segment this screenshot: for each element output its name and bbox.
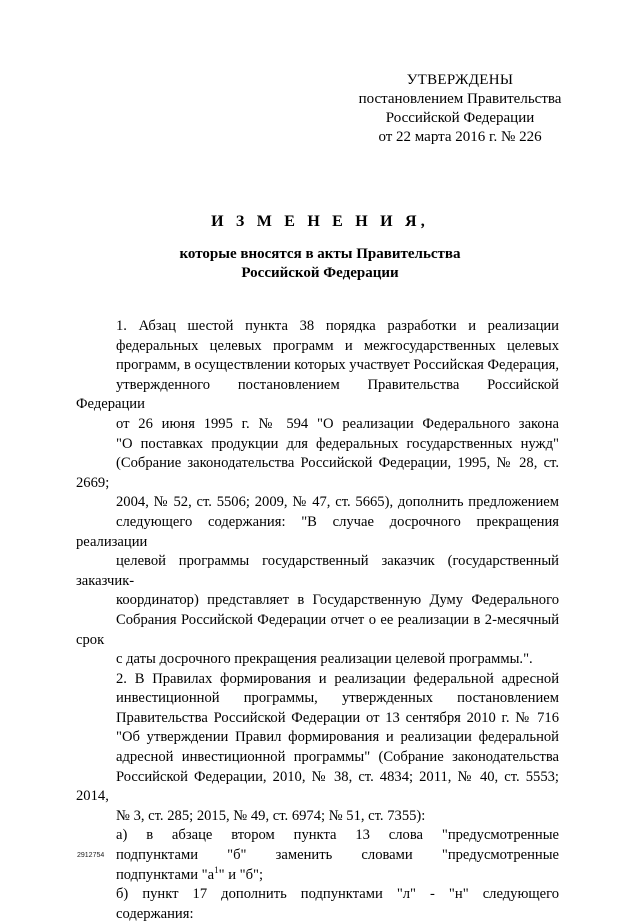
paragraph-line: адресной инвестиционной программы" (Собрание законодательства xyxy=(116,749,559,766)
document-title: И З М Е Н Е Н И Я, xyxy=(211,213,429,230)
paragraph-line: Собрания Российской Федерации отчет о ее реализации в 2-месячный срок xyxy=(76,611,559,648)
paragraph-line: б) пункт 17 дополнить подпунктами "л" - "н" следующего xyxy=(116,886,559,903)
approval-title: УТВЕРЖДЕНЫ xyxy=(406,72,514,88)
paragraph-line: содержания: xyxy=(116,905,194,922)
paragraph-line: целевой программы государственный заказчик (государственный заказчик- xyxy=(76,553,559,589)
paragraph-line: инвестиционной программы, утвержденных постановлением xyxy=(116,690,559,707)
paragraph-line: а) в абзаце втором пункта 13 слова "предусмотренные xyxy=(116,827,559,844)
paragraph-line: федеральных целевых программ и межгосударственных целевых xyxy=(116,337,559,354)
paragraph-line: 1. Абзац шестой пункта 38 порядка разработки и реализации xyxy=(116,318,559,334)
paragraph-line: Российской Федерации, 2010, № 38, ст. 4834; 2011, № 40, ст. 5553; 2014, xyxy=(76,768,559,805)
paragraph-fragment: подпунктами "а xyxy=(116,866,215,883)
paragraph-line: координатор) представляет в Государственную Думу Федерального xyxy=(116,592,559,609)
paragraph-line: утвержденного постановлением Правительства Российской Федерации xyxy=(76,376,559,413)
subparagraph-a xyxy=(76,826,559,885)
subtitle-line-2: Российской Федерации xyxy=(241,265,399,281)
approval-line-1: постановлением Правительства xyxy=(358,91,562,107)
paragraph-line: "О поставках продукции для федеральных государственных нужд" xyxy=(116,435,559,452)
paragraph-fragment: " и "б"; xyxy=(218,866,264,883)
paragraph-1 xyxy=(76,317,559,670)
paragraph-line: 2. В Правилах формирования и реализации федеральной адресной xyxy=(116,670,559,687)
paragraph-2 xyxy=(76,670,559,827)
paragraph-line: следующего содержания: "В случае досрочного прекращения реализации xyxy=(76,513,559,550)
paragraph-line: с даты досрочного прекращения реализации целевой программы.". xyxy=(116,651,533,668)
subtitle-line-1: которые вносятся в акты Правительства xyxy=(179,246,461,262)
document-code: 2912754 xyxy=(77,852,105,859)
paragraph-line: от 26 июня 1995 г. № 594 "О реализации Федерального закона xyxy=(116,415,559,432)
approval-line-2: Российской Федерации xyxy=(385,110,535,126)
paragraph-line xyxy=(76,866,559,886)
approval-block xyxy=(340,71,580,147)
paragraph-line: № 3, ст. 285; 2015, № 49, ст. 6974; № 51, ст. 7355): xyxy=(116,807,426,824)
superscript: 1 xyxy=(214,864,219,875)
paragraph-line: (Собрание законодательства Российской Федерации, 1995, № 28, ст. 2669; xyxy=(76,455,559,491)
paragraph-line: программ, в осуществлении которых участвует Российская Федерация, xyxy=(116,357,559,374)
paragraph-line: подпунктами "б" заменить словами "предусмотренные xyxy=(116,847,559,864)
approval-line-3: от 22 марта 2016 г. № 226 xyxy=(378,129,542,145)
paragraph-line: "Об утверждении Правил формирования и реализации федеральной xyxy=(116,729,559,746)
paragraph-line: 2004, № 52, ст. 5506; 2009, № 47, ст. 5665), дополнить предложением xyxy=(116,494,559,511)
document-body xyxy=(76,317,559,924)
paragraph-line: Правительства Российской Федерации от 13 сентября 2010 г. № 716 xyxy=(116,709,559,726)
document-subtitle xyxy=(80,245,560,283)
